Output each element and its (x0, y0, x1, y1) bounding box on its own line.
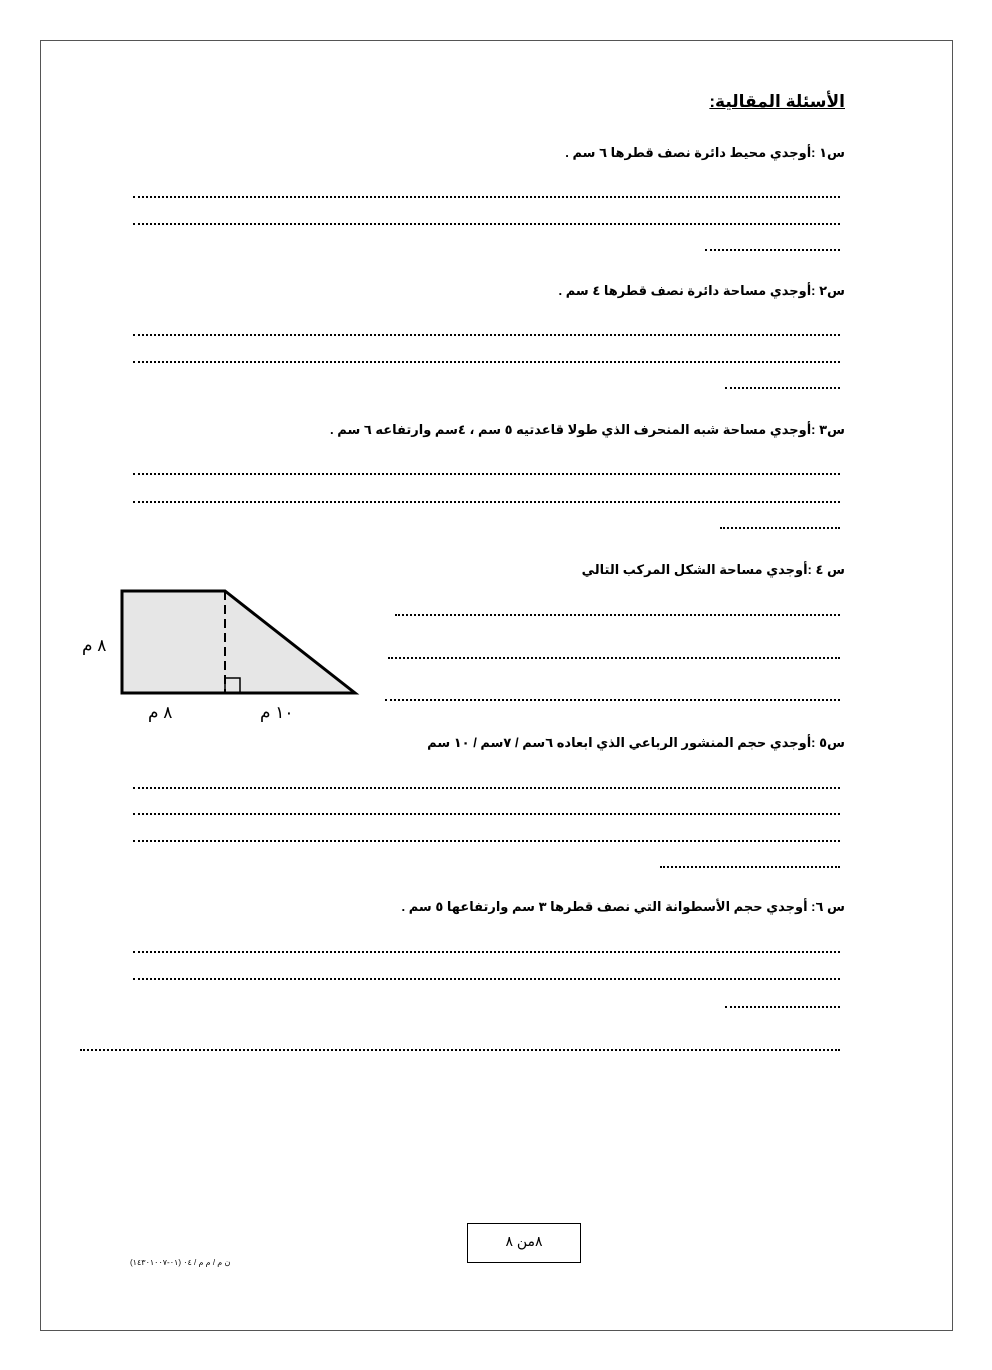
question-5: س٥ :أوجدي حجم المنشور الرباعي الذي ابعاده ٦سم / ٧سم / ١٠ سم (427, 735, 845, 750)
section-title: الأسئلة المقالية: (709, 92, 845, 111)
answer-line[interactable] (720, 527, 840, 529)
answer-line[interactable] (133, 951, 840, 953)
question-2: س٢ :أوجدي مساحة دائرة نصف قطرها ٤ سم . (558, 283, 845, 298)
answer-line[interactable] (385, 699, 840, 701)
question-1: س١ :أوجدي محيط دائرة نصف قطرها ٦ سم . (565, 145, 845, 160)
answer-line[interactable] (133, 223, 840, 225)
base-left-label: ٨ م (148, 703, 173, 722)
question-3: س٣ :أوجدي مساحة شبه المنحرف الذي طولا قاعدتيه ٥ سم ، ٤سم وارتفاعه ٦ سم . (330, 422, 845, 437)
answer-line[interactable] (725, 1006, 840, 1008)
document-code: ن م / م م / ٠٤ (٠١-١٤٣٠١٠٠٧) (130, 1258, 231, 1267)
question-6: س ٦: أوجدي حجم الأسطوانة التي نصف قطرها ٣ سم وارتفاعها ٥ سم . (401, 899, 845, 914)
answer-line[interactable] (133, 813, 840, 815)
answer-line[interactable] (705, 249, 840, 251)
page-number: ٨من ٨ (467, 1223, 581, 1263)
answer-line[interactable] (133, 501, 840, 503)
height-label: ٨ م (82, 636, 107, 655)
answer-line[interactable] (133, 787, 840, 789)
answer-line[interactable] (133, 840, 840, 842)
answer-line[interactable] (133, 473, 840, 475)
answer-line[interactable] (660, 866, 840, 868)
answer-line[interactable] (133, 978, 840, 980)
answer-line[interactable] (395, 614, 840, 616)
answer-line[interactable] (133, 361, 840, 363)
answer-line[interactable] (80, 1049, 840, 1051)
base-right-label: ١٠ م (260, 703, 294, 722)
answer-line[interactable] (133, 334, 840, 336)
answer-line[interactable] (725, 387, 840, 389)
composite-shape-figure (110, 585, 370, 700)
answer-line[interactable] (133, 196, 840, 198)
answer-line[interactable] (388, 657, 840, 659)
question-4: س ٤ :أوجدي مساحة الشكل المركب التالي (581, 562, 845, 577)
